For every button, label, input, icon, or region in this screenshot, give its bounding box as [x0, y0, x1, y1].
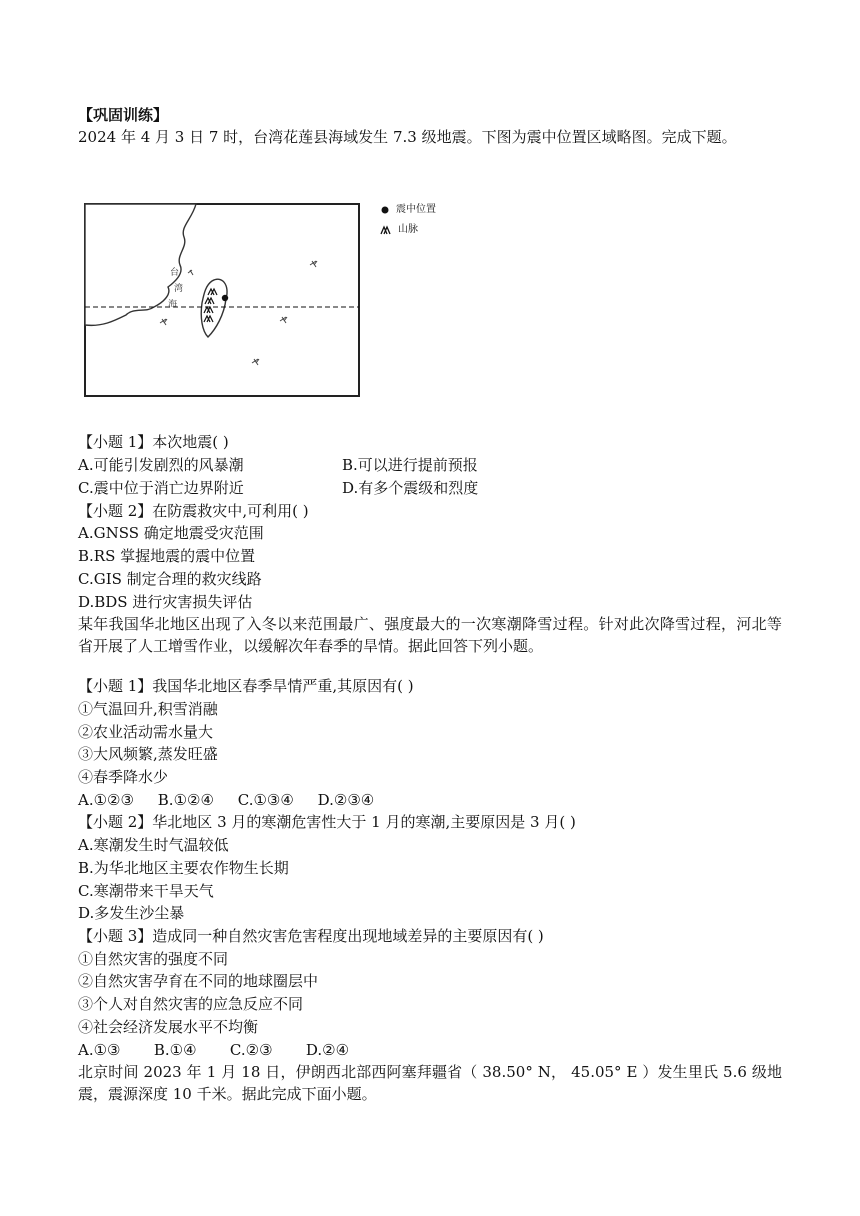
- q5-item: ②自然灾害孕育在不同的地球圈层中: [78, 972, 319, 990]
- q1-option-c: C.震中位于消亡边界附近: [78, 479, 244, 497]
- q3-item: ②农业活动需水量大: [78, 723, 214, 741]
- passage-3: 北京时间 2023 年 1 月 18 日，伊朗西北部西阿塞拜疆省（ 38.50° N， 45.05° E ）发生里氏 5.6 级地震，震源深度 10 千米。据此完成下面小题。: [78, 1063, 782, 1103]
- dot-icon: [380, 205, 390, 215]
- q5-item: ④社会经济发展水平不均衡: [78, 1018, 259, 1036]
- q3-item: ①气温回升,积雪消融: [78, 700, 218, 718]
- legend-epicenter-label: 震中位置: [396, 204, 436, 215]
- q3-stem: 【小题 1】我国华北地区春季旱情严重,其原因有( ): [78, 677, 414, 695]
- q1-option-d: D.有多个震级和烈度: [342, 479, 479, 497]
- q4-stem: 【小题 2】华北地区 3 月的寒潮危害性大于 1 月的寒潮,主要原因是 3 月( ): [78, 813, 576, 831]
- q4-option-b: B.为华北地区主要农作物生长期: [78, 859, 289, 877]
- section-title: 【巩固训练】: [78, 106, 169, 124]
- q2-option-c: C.GIS 制定合理的救灾线路: [78, 570, 262, 588]
- q5-item: ①自然灾害的强度不同: [78, 950, 229, 968]
- q1-stem: 【小题 1】本次地震( ): [78, 433, 229, 451]
- q3-item: ④春季降水少: [78, 768, 169, 786]
- q5-options: A.①③ B.①④ C.②③ D.②④: [78, 1041, 350, 1059]
- map-legend: [380, 203, 436, 243]
- q1-option-b: B.可以进行提前预报: [342, 456, 478, 474]
- legend-epicenter: [380, 203, 436, 217]
- q4-option-a: A.寒潮发生时气温较低: [78, 836, 229, 854]
- q4-option-c: C.寒潮带来干旱天气: [78, 882, 214, 900]
- q3-item: ③大风频繁,蒸发旺盛: [78, 745, 218, 763]
- epicenter-map: [84, 203, 360, 397]
- q5-stem: 【小题 3】造成同一种自然灾害危害程度出现地域差异的主要原因有( ): [78, 927, 544, 945]
- q1-option-a: A.可能引发剧烈的风暴潮: [78, 456, 244, 474]
- q4-option-d: D.多发生沙尘暴: [78, 904, 185, 922]
- sea-label-3: 海: [168, 300, 178, 310]
- sea-label-2: 湾: [174, 284, 184, 294]
- legend-mountain: [380, 223, 436, 237]
- mountain-icon: [380, 225, 392, 235]
- q2-option-d: D.BDS 进行灾害损失评估: [78, 593, 253, 611]
- legend-mountain-label: 山脉: [398, 224, 418, 235]
- q2-option-b: B.RS 掌握地震的震中位置: [78, 547, 256, 565]
- q2-option-a: A.GNSS 确定地震受灾范围: [78, 524, 264, 542]
- sea-label-1: 台: [170, 268, 180, 278]
- q2-stem: 【小题 2】在防震救灾中,可利用( ): [78, 502, 309, 520]
- q5-item: ③个人对自然灾害的应急反应不同: [78, 995, 304, 1013]
- intro-text: 2024 年 4 月 3 日 7 时，台湾花莲县海域发生 7.3 级地震。下图为震中位置区域略图。完成下题。: [78, 128, 737, 146]
- q3-options: A.①②③ B.①②④ C.①③④ D.②③④: [78, 791, 375, 809]
- passage-2: 某年我国华北地区出现了入冬以来范围最广、强度最大的一次寒潮降雪过程。针对此次降雪过程，河北等省开展了人工增雪作业，以缓解次年春季的旱情。据此回答下列小题。: [78, 615, 782, 655]
